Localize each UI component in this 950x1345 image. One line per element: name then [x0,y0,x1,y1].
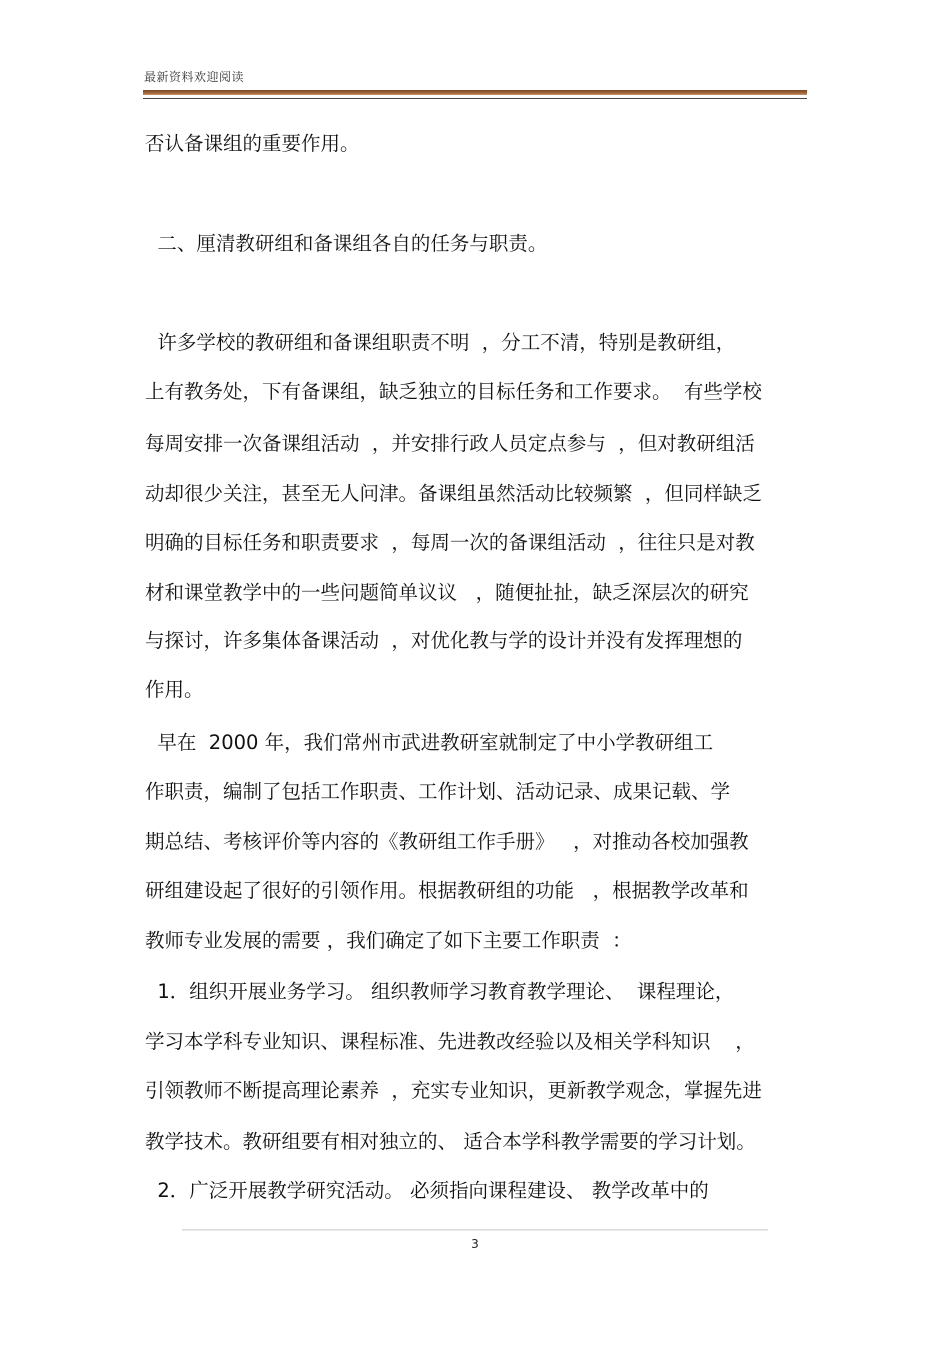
text-line: 研组建设起了很好的引领作用。根据教研组的功能 ，根据教学改革和 [145,879,749,902]
header-text: 最新资料欢迎阅读 [144,70,245,84]
text-line: 早在 2000 年，我们常州市武进教研室就制定了中小学教研组工 [145,731,714,754]
header-rule-thin [143,98,807,99]
text-line: 教师专业发展的需要 ，我们确定了如下主要工作职责 ： [145,929,632,952]
text-line: 否认备课组的重要作用。 [145,132,360,155]
text-line: 与探讨，许多集体备课活动 ，对优化教与学的设计并没有发挥理想的 [145,629,743,652]
text-line: 作职责，编制了包括工作职责、工作计划、活动记录、成果记载、学 [145,780,731,803]
text-line: 引领教师不断提高理论素养 ，充实专业知识，更新教学观念，掌握先进 [145,1079,762,1102]
text-line: 学习本学科专业知识、课程标准、先进教改经验以及相关学科知识 ， [145,1030,755,1053]
text-line: 期总结、考核评价等内容的《教研组工作手册》 ，对推动各校加强教 [145,830,749,853]
text-line: 明确的目标任务和职责要求 ，每周一次的备课组活动 ，往往只是对教 [145,531,755,554]
list-item: 2．广泛开展教学研究活动。 必须指向课程建设、 教学改革中的 [145,1179,709,1202]
text-line: 教学技术。教研组要有相对独立的、 适合本学科教学需要的学习计划。 [145,1130,756,1153]
header-rule-thick [143,90,807,95]
footer-rule [182,1229,768,1231]
text-line: 材和课堂教学中的一些问题简单议议 ，随便扯扯，缺乏深层次的研究 [145,581,749,604]
list-item: 1．组织开展业务学习。 组织教师学习教育教学理论、 课程理论， [145,980,735,1003]
page-number: 3 [471,1237,479,1251]
text-line: 上有教务处，下有备课组，缺乏独立的目标任务和工作要求。 有些学校 [145,380,762,403]
text-line: 许多学校的教研组和备课组职责不明 ，分工不清，特别是教研组， [145,331,736,354]
text-line: 动却很少关注，甚至无人问津。备课组虽然活动比较频繁 ，但同样缺乏 [145,482,762,505]
text-line: 每周安排一次备课组活动 ，并安排行政人员定点参与 ，但对教研组活 [145,432,755,455]
text-line: 作用。 [145,678,204,701]
section-heading: 二、厘清教研组和备课组各自的任务与职责。 [145,232,548,255]
